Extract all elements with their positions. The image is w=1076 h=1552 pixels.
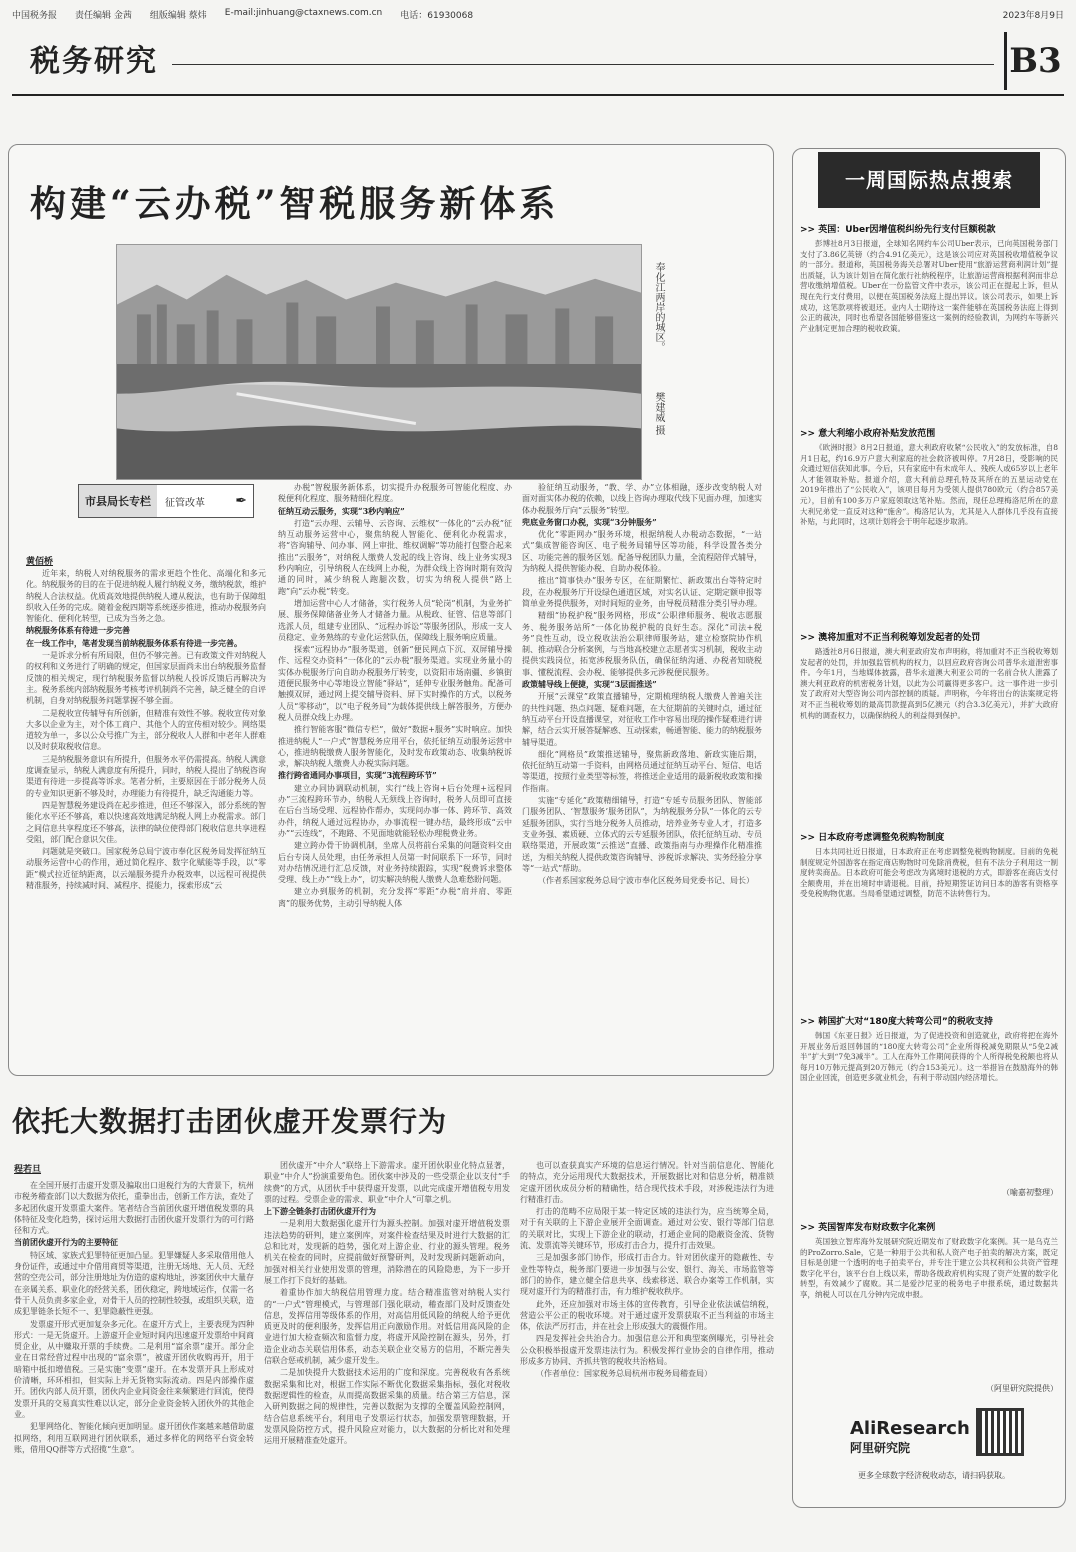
column-topic: 征管改革 bbox=[165, 497, 205, 509]
photo-caption: 奉化江两岸的城区。 bbox=[653, 262, 664, 352]
paragraph: （作者单位：国家税务总局杭州市税务局稽查局） bbox=[536, 1369, 712, 1379]
masthead bbox=[12, 26, 1064, 96]
paragraph: 三是纳税服务意识有所提升，但服务水平仍需提高。纳税人满意度调查显示，纳税人满意度有所提升，同时，纳税人提出了纳税咨询渠道有待进一步提高等诉求。笔者分析，主要原因在于部分税务人员的专业知识更新不够及时，办理能力有待提升，缺乏沟通能力等。 bbox=[26, 754, 266, 798]
column-label-box bbox=[78, 484, 254, 518]
paragraph: 在全国开展打击虚开发票及骗取出口退税行为的大背景下，杭州市税务稽查部门以大数据为依托，重拳出击，创新工作方法，查处了多起团伙虚开发票重大案件。笔者结合当前团伙虚开增值税发票的具体特征及变化趋势，探讨运用大数据打击团伙虚开发票行为的可行路径和方式。 bbox=[14, 1181, 254, 1236]
article1-col2 bbox=[278, 482, 512, 1068]
paragraph: 着重协作加大纳税信用管理力度。结合精准监管对纳税人实行的“一户式”管理模式，与管理部门强化联动，稽查部门及时反馈查处信息，发挥信用等级体系的作用，对高信用低风险的纳税人给予更优质更及时的便利服务，发挥信用正向激励作用。对低信用高风险的企业进行加大检查频次和监督力度，将虚开风险控制在源头，另外，打造企业动态关联信用体系，动态关联企业交易方的信用，不断完善失信联合惩戒机制，减少虚开发生。 bbox=[264, 1288, 510, 1366]
paragraph: 特区域、家族式犯罪特征更加凸显。犯罪嫌疑人多采取借用他人身份证件，或通过中介借用商贸等渠道，注册无场地、无人员、无经营的空壳公司，部分注册地址为仿造的虚构地址，涉案团伙中大量存在亲属关系、职业化的经营关系，团伙稳定，跨地域运作，仅需一名骨干人员负责多家企业，对骨干人员的控制性较强，或组织关联，造成犯罪链条长短不一、犯罪隐蔽性更强。 bbox=[14, 1250, 254, 1317]
paragraph: 三是加强多部门协作，形成打击合力。针对团伙虚开的隐蔽性、专业性等特点，税务部门要进一步加强与公安、银行、海关、市场监管等部门的协作，建立健全信息共享、线索移送、联合办案等工作机制，实现对虚开行为的精准打击，有力维护税收秩序。 bbox=[520, 1253, 774, 1297]
paragraph: 办税”智税服务新体系，切实提升办税服务可智能化程度、办税便利化程度、服务精细化程度。 bbox=[278, 483, 512, 504]
aliresearch-logo bbox=[850, 1418, 970, 1456]
article1-col3 bbox=[522, 482, 762, 1068]
sidebar-item-title: >> 日本政府考虑调整免税购物制度 bbox=[800, 833, 945, 843]
paragraph: 细化“网格员”政策推送辅导，聚焦新政落地、新政实施后期，依托征纳互动第一手资料，由网格员通过征纳互动平台、短信、电话等渠道，按照行业类型等标签，将推送企业适用的最新税收政策和操作指南。 bbox=[522, 749, 762, 793]
sidebar-item-body: 彭博社8月3日报道，全球知名网约车公司Uber表示，已向英国税务部门支付了3.86亿英镑（约合4.91亿美元），这是该公司应对英国税收增值税争议的一部分。报道称，英国税务海关总署对Uber使用“旅游运营商利润计划”提出质疑，认为该计划旨在简化旅行社纳税程序，让旅游运营商根据利润而非总营收缴纳增值税。Uber在一份监管文件中表示，该公司正在提起上诉，但从现在先行支付费用，以便在英国税务法庭上提出异议。该公司表示，如果上诉成功，这笔款项将被退还。业内人士期待这一案件能够在英国税务法庭上得到公正的裁决，同时也希望各国能够借鉴这一案例的经验教训，为网约车等新兴产业制定更加合理的税收政策。 bbox=[800, 239, 1058, 333]
sidebar-banner: 一周国际热点搜索 bbox=[818, 152, 1040, 208]
sidebar-item-body: 韩国《东亚日报》近日报道，为了促进投资和创造就业，政府将把在海外开展业务后返回韩国的“180度大转弯公司”企业所得税减免期限从“5免2减半”扩大到“7免3减半”。工人在海外工作期间获得的个人所得税免税额也将从每月10万韩元提高到20万韩元（约合153美元）。这一举措旨在鼓励海外的韩国企业回流，创造更多就业机会，有利于带动国内经济增长。 bbox=[800, 1031, 1058, 1083]
column-label: 市县局长专栏 bbox=[79, 485, 157, 517]
page-number: B3 bbox=[1004, 32, 1064, 90]
qr-code-icon[interactable] bbox=[976, 1408, 1024, 1456]
paragraph: 当前团伙虚开行为的主要特征 bbox=[14, 1237, 118, 1248]
paragraph: 建立办同协调联动机制，实行“线上咨询+后台处理+远程同办”三流程跨环节办，纳税人无须线上咨询时，税务人员即可直接在后台当场受理、远程协作帮办，实现问办事一体、跨环节、高效办件，纳税人通过远程协办，办事流程一键办结，最终形成“云中办”“云连线”，不跑路、不见面地就能轻松办理税费业务。 bbox=[278, 783, 512, 838]
paragraph: 问题就是突破口。国家税务总局宁波市奉化区税务局发挥征纳互动服务运营中心的作用，通过简化程序、数字化赋能等手段，以“零距”模式拉近征纳距离，以云端服务提升办税效率，以远程可视提供精准服务，持续减时间、减程序、提能力，探索形成“云 bbox=[26, 847, 266, 891]
sidebar-item-title: >> 英国智库发布财政数字化案例 bbox=[800, 1223, 936, 1233]
sidebar-item-uk-think-tank bbox=[800, 1222, 1058, 1402]
sidebar-item-title: >> 韩国扩大对“180度大转弯公司”的税收支持 bbox=[800, 1017, 993, 1027]
paragraph: 探索“远程协办”服务渠道，创新“便民网点下沉、双屏辅导操作、远程交办资料”一体化的“云办税”服务渠道。实现业务量小的实体办税服务厅向自助办税服务厅转变，以资阳市场南疆、乡镇街道便民服务中心等地设立智能“驿站”，延伸专业服务触角。配备可触摸双屏，通过网上提交辅导资料、屏下实时操作的方式，以税务人员“零移动”，以“电子税务局”为载体提供线上解答服务，方便办税人员群众线上办理。 bbox=[278, 645, 512, 722]
sidebar-item-body: 英国独立智库海外发展研究院近期发布了财政数字化案例。其一是乌克兰的ProZorro.Sale，它是一种用于公共和私人资产电子拍卖的解决方案，既定目标是创建一个透明的电子拍卖平台，并专注于建立公共权利和公共资产管理数字化平台，该平台自上线以来，帮助各级政府机构实现了资产处置的数字化转型，有效减少了腐败。其二是爱沙尼亚的税务电子申报系统，通过数据共享，纳税人可以在几分钟内完成申报。 bbox=[800, 1237, 1058, 1299]
paragraph: 打击的范畴不应局限于某一特定区域的违法行为，应当统筹全局，对于有关联的上下游企业展开全面调查。通过对公安、银行等部门信息的关联对比，实现上下游企业的联动，打通企业间的隐蔽资金流、货物流、发票流等关键环节，形成打击合力，提升打击效果。 bbox=[520, 1207, 774, 1251]
article1-col1 bbox=[26, 568, 266, 1068]
email[interactable]: E-mail:jinhuang@ctaxnews.com.cn bbox=[224, 8, 383, 18]
paragraph: 实施“专延化”政策精细辅导，打造“专延专员服务团队、智能部门服务团队、‘智慧服务’服务团队”，为纳税服务分队”一体化的云专延服务团队，实行当地分税务人员推动，培养业务专业人才，打造多支业务强、素质硬、立体式的云专延服务团队，依托征纳互动、专员联络渠道，开展政策“云推送”直播、政策指南与办理操作化精准推送，为相关纳税人提供政策咨询辅导、涉税诉求解决、实务经验分享等“一站式”帮助。 bbox=[522, 796, 762, 873]
designer: 组版编辑 蔡炜 bbox=[149, 11, 207, 21]
paragraph: 推行智能客服“微信专栏”，做好“数据+服务”实时响应。加快推进纳税人“一户式”智慧税务应用平台，依托征纳互动服务运营中心，推进纳税缴费人服务智能化，及时发布政策动态、收集纳税诉求，解决纳税人缴费人办税实际问题。 bbox=[278, 725, 512, 769]
sidebar-item-uk-uber bbox=[800, 224, 1058, 420]
masthead-rule bbox=[172, 64, 994, 65]
paragraph: 纳税服务体系有待进一步完善 bbox=[26, 625, 130, 636]
paragraph: 上下游全链条打击团伙虚开行为 bbox=[264, 1206, 376, 1217]
paragraph: 建立跨办骨干协调机制，坐席人员将前台采集的问题资料交由后台专岗人员处理，由任务承担人员第一时间联系下一环节，同时对办结情况进行汇总反馈，对业务持续跟踪，实现“税费诉求整体受理、线上办”“线上办”，切实解决纳税人缴费人急难愁盼问题。 bbox=[278, 841, 512, 885]
paragraph: （作者系国家税务总局宁波市奉化区税务局党委书记、局长） bbox=[538, 876, 754, 886]
paragraph: 此外，还应加强对市场主体的宣传教育，引导企业依法诚信纳税，营造公平公正的税收环境。对于通过虚开发票获取不正当利益的市场主体，依法严厉打击，并在社会上形成强大的震慑作用。 bbox=[520, 1299, 774, 1332]
paragraph: 一是利用大数据强化虚开行为源头控制。加强对虚开增值税发票违法趋势的研判，建立案例库，对案件检查结果及时进行大数据的汇总和比对，发现新的趋势，强化对上游企业、行业的源头管理。税务机关在检查的同时，应提前做好预警研判，及时发现新问题新动向，加强对相关行业使用发票的管理，消除潜在的风险隐患，为下一步开展工作打下良好的基础。 bbox=[264, 1219, 510, 1285]
paragraph: 团伙虚开“中介人”联络上下游需求。虚开团伙职业化特点显著，职业“中介人”扮演重要角色。团伙案中涉及的一些受票企业以支付“手续费”的方式，从团伙手中获得虚开发票，以此完成虚开增值税专用发票的过程。受票企业的需求、职业“中介人”可靠之机。 bbox=[264, 1161, 510, 1204]
paragraph: 推出“简事快办”服务专区，在征期繁忙、新政策出台等特定时段，在办税服务厅开设绿色通道区域，对实名认证、定期定额申报等简单业务提供服务，对时间短的业务，由导税员精准分类引导办理。 bbox=[522, 576, 762, 608]
paragraph: 也可以查获真实产环境的信息运行情况。针对当前信息化、智能化的特点，充分运用现代大数据技术，开展数据比对和信息分析，精准锁定虚开团伙成员分析的精确性，结合现代技术手段，对涉税违法行为进行精准打击。 bbox=[520, 1161, 774, 1204]
sidebar-sign-1: （喻嘉初整理） bbox=[1002, 1188, 1058, 1197]
pen-icon: ✒ bbox=[235, 493, 247, 509]
paragraph: 推行跨省通同办事项目，实现“3流程跨环节” bbox=[278, 770, 437, 781]
paragraph: 打造“云办理、云辅导、云咨询、云维权”一体化的“云办税”征纳互动服务运营中心，聚焦纳税人智能化、便利化办税需求，将“咨询辅导、问办事、网上审批、维权调解”等功能打包整合起来推出“云服务”，对纳税人缴费人发起的线上咨询、线上业务实现3秒内响应，引导纳税人在线网上办税，为群众线上咨询时期有效沟通的同时，减少纳税人跑腿次数，切实为纳税人提供“路上跑”向“云办税”转变。 bbox=[278, 518, 512, 596]
paragraph: 在一线工作中，笔者发现当前纳税服务体系有待进一步完善。 bbox=[26, 637, 242, 648]
paragraph: 发票虚开形式更加复杂多元化。在虚开方式上，主要表现为四种形式：一是无货虚开。上游虚开企业短时间内迅速虚开发票给中间商贸企业，从中赚取开票的手续费。二是利用“富余票”虚开。部分企业在日常经营过程中出现的“富余票”，被虚开团伙收购再开，用于暗箱中抵扣增值税。三是实施“变票”虚开。在本发票开具上形成对价清晰，环环相扣，但实际上并无货物实际流动。四是内部操作虚开。团伙内部人员开票，团伙内企业间资金往来频繁进行回流，使得发票开具的交易真实性难以认定，部分企业资金转入团伙外的其他企业。 bbox=[14, 1319, 254, 1419]
paragraph: 二是税收宣传辅导有所创新，但精准有效性不够。税收宣传对象大多以企业为主，对个体工商户、其他个人的宣传相对较少。网络渠道较为单一，多以公众号推广为主，部分税收人人群和中老年人群难以及时获取税收信息。 bbox=[26, 708, 266, 752]
paragraph: 二是加快提升大数据技术运用的广度和深度。完善税收有各系统数据采集和比对，根据工作实际不断优化数据采集指标，强化对税收数据逻辑性的检查，从而提高数据采集的质量。结合第三方信息，深入研判数据之间的规律性，完善以数据为支撑的全覆盖风险控制网，结合信息系统平台，利用电子发票运行状态，加强发票管理数据，开发票风险防控方式，提升风险应对能力，以大数据的分析比对和处理运用开展精准查处虚开。 bbox=[264, 1368, 510, 1446]
paragraph: 一是诉求分析有所局限，但仍不够完善。已有政策文件对纳税人的权利和义务进行了明确的规定，但国家层面尚未出台纳税服务监督反馈的相关规定，现行纳税服务监督以纳税人投诉反馈后再解决为主。税务系统内部纳税服务考核考评机制尚不完善，缺乏健全的自评机制，自身对纳税服务问题掌握不够全面。 bbox=[26, 651, 266, 706]
section-title: 税务研究 bbox=[30, 44, 158, 79]
ali-brand-cn: 阿里研究院 bbox=[850, 1441, 911, 1455]
city-river-image bbox=[117, 245, 641, 479]
sidebar-item-body: 《欧洲时报》8月2日报道，意大利政府收紧“公民收入”的发放标准，自8月1日起，约16.9万户意大利家庭的社会救济被叫停。7月28日，受影响的民众通过短信获知此事。今后，只有家庭中有未成年人、残疾人或65岁以上老年人才能领取补贴。报道介绍，意大利前总理孔特及其所在的五星运动党在2019年推出了“公民收入”，该项目每月为受领人提供780欧元（约合857美元），目前有100多万户家庭领取这笔补贴。然而，现任总理梅洛尼所在的意大利兄弟党一直反对这种“施舍”。梅洛尼认为，尤其是入人群体几乎没有直接补贴，与此同时，这项计划将会于明年起逐步取消。 bbox=[800, 443, 1058, 527]
paragraph: 四是发挥社会共治合力。加强信息公开和典型案例曝光，引导社会公众积极举报虚开发票违法行为。积极发挥行业协会的自律作用，推动形成多方协同、齐抓共管的税收共治格局。 bbox=[520, 1334, 774, 1367]
paragraph: 建立办到服务的机制，充分发挥“零距”办税“肩并肩、零距离”的服务优势，主动引导纳税人体 bbox=[278, 887, 512, 908]
paragraph: 开展“云课堂”政策直播辅导，定期梳理纳税人缴费人普遍关注的共性问题、热点问题、疑难问题，在大征期前的关键时点，通过征纳互动平台开设直播课堂，对征收工作中容易出现的操作疑难进行讲解，结合云实开展答疑解惑、互动探索，畅通智能、能力的纳税服务辅导渠道。 bbox=[522, 692, 762, 747]
article2-col3 bbox=[520, 1160, 774, 1510]
paragraph: 优化“零距网办”服务环境，根据纳税人办税动态数据，“一站式”集成智能咨询区、电子税务局辅导区等功能，科学设置各类分区、功能完善的服务区划。配备导税团队力量，全流程陪伴式辅导，为纳税人提供智能办税、自助办税体验。 bbox=[522, 530, 762, 574]
sidebar-item-body: 路透社8月6日报道，澳大利亚政府发布声明称，将加重对不正当税收筹划发起者的处罚，并加强监管机构的权力，以回应政府咨询公司普华永道泄密事件。今年1月，当地媒体披露，普华永道澳大利亚公司的一名前合伙人泄露了澳大利亚政府的机密税务计划，以此为公司赢得更多客户。这一事件进一步引发了政府对大型咨询公司内部控制的质疑。声明称，今年将出台的法案规定将对不正当税收筹划的最高罚款提高到5亿澳元（约合3.3亿美元），并扩大政府机构的调查权力，以确保纳税人的利益得到保护。 bbox=[800, 647, 1058, 720]
paragraph: 征纳互动云服务，实现“3秒内响应” bbox=[278, 505, 405, 516]
paper-name: 中国税务报 bbox=[12, 11, 58, 21]
sidebar-sign-2: （阿里研究院提供） bbox=[986, 1384, 1058, 1393]
sidebar-item-title: >> 澳将加重对不正当利税筹划发起者的处罚 bbox=[800, 633, 981, 643]
ali-tagline: 更多全球数字经济税收动态，请扫码获取。 bbox=[858, 1471, 1010, 1480]
paragraph: 精细“协税护税”服务网格，形成“公职律师服务、税收志愿服务、税务服务站所”一体化协税护税的良好生态。深化“司法+税务”良性互动，设立税收法治公职律师服务站，建立检察院协作机制、推动联合分析案例，与当地高校建立志愿者实习机制，税收主动提供实践岗位，拓宽涉税服务队伍，确保征纳沟通、办税者知晓税事、懂税流程、会办税、能够提供多元涉税便民服务。 bbox=[522, 611, 762, 677]
paragraph: 四是智慧税务建设尚在起步推进，但还不够深入，部分系统的智能化水平还不够高，难以快速高效地满足纳税人网上办税需求。部门之间信息共享程度还不够高，法律的缺位使得部门税收信息共享进程受阻，部门配合意识欠佳。 bbox=[26, 800, 266, 844]
sidebar bbox=[792, 148, 1066, 1508]
paragraph: 政策辅导线上便捷，实现“3层面推送” bbox=[522, 679, 657, 690]
sidebar-item-australia bbox=[800, 632, 1058, 822]
paragraph: 犯罪网络化、智能化倾向更加明显。虚开团伙作案越来越借助虚拟网络，利用互联网进行团伙联系，通过多样化的网络平台资金转账，借用QQ群等方式招揽“生意”。 bbox=[14, 1422, 254, 1454]
article1-author: 黄佰桥 bbox=[26, 557, 54, 567]
editor: 责任编辑 金茜 bbox=[75, 11, 132, 21]
issue-date: 2023年8月9日 bbox=[1002, 11, 1064, 21]
paragraph: 验征纳互动服务，“教、学、办”立体相融，逐步改变纳税人对面对面实体办税的依赖，以线上咨询办理取代线下见面办理，加速实体办税服务厅向“云服务”转型。 bbox=[522, 483, 762, 515]
sidebar-item-japan bbox=[800, 832, 1058, 1008]
article2-author: 程若旦 bbox=[14, 1165, 42, 1175]
article2-col2 bbox=[264, 1160, 510, 1510]
paragraph: 增加运营中心人才储备，实行税务人员“轮岗”机制，为业务扩展、服务保障储备业务人才储备力量。从税政、征管、信息等部门选派人员，组建专业团队、“远程办诉讼”等服务团队，形成一支人员稳定、业务熟练的专业化运营队伍，保障线上服务响应质量。 bbox=[278, 598, 512, 642]
photo-credit: 樊建威 摄 bbox=[653, 392, 664, 436]
ali-brand: AliResearch bbox=[850, 1418, 970, 1439]
sidebar-item-korea bbox=[800, 1016, 1058, 1206]
article1-title: 构建“云办税”智税服务新体系 bbox=[30, 183, 560, 225]
sidebar-item-body: 日本共同社近日报道，日本政府正在考虑调整免税购物制度。目前的免税制度规定外国游客在指定商店购物时可免除消费税，但有不法分子利用这一制度转卖商品。日本政府可能会考虑改为离境时退税的方式，即游客在商店支付全额费用，并在出境时申请退税。目前，持短期签证访问日本的游客有资格享受免税购物优惠。当局希望通过调整，防范不法转售行为。 bbox=[800, 847, 1058, 899]
sidebar-item-italy bbox=[800, 428, 1058, 624]
article2-col1 bbox=[14, 1180, 254, 1510]
sidebar-item-title: >> 英国：Uber因增值税纠纷先行支付巨额税款 bbox=[800, 225, 996, 235]
sidebar-item-title: >> 意大利缩小政府补贴发放范围 bbox=[800, 429, 936, 439]
top-info-bar bbox=[12, 8, 1064, 24]
paragraph: 近年来，纳税人对纳税服务的需求更趋个性化、高端化和多元化。纳税服务的目的在于促进纳税人履行纳税义务，缴纳税款，维护纳税人合法权益。优质高效地提供纳税人遵从税法，也有助于保障组织收入任务的完成。随着金税四期等系统逐步推进，推动办税服务向智能化、便利化转型，已成为当务之急。 bbox=[26, 569, 266, 624]
article1-photo bbox=[116, 244, 642, 480]
phone: 电话：61930068 bbox=[400, 11, 474, 21]
article2-title: 依托大数据打击团伙虚开发票行为 bbox=[12, 1105, 448, 1138]
paragraph: 兜底业务窗口办税，实现“3分钟服务” bbox=[522, 516, 657, 527]
